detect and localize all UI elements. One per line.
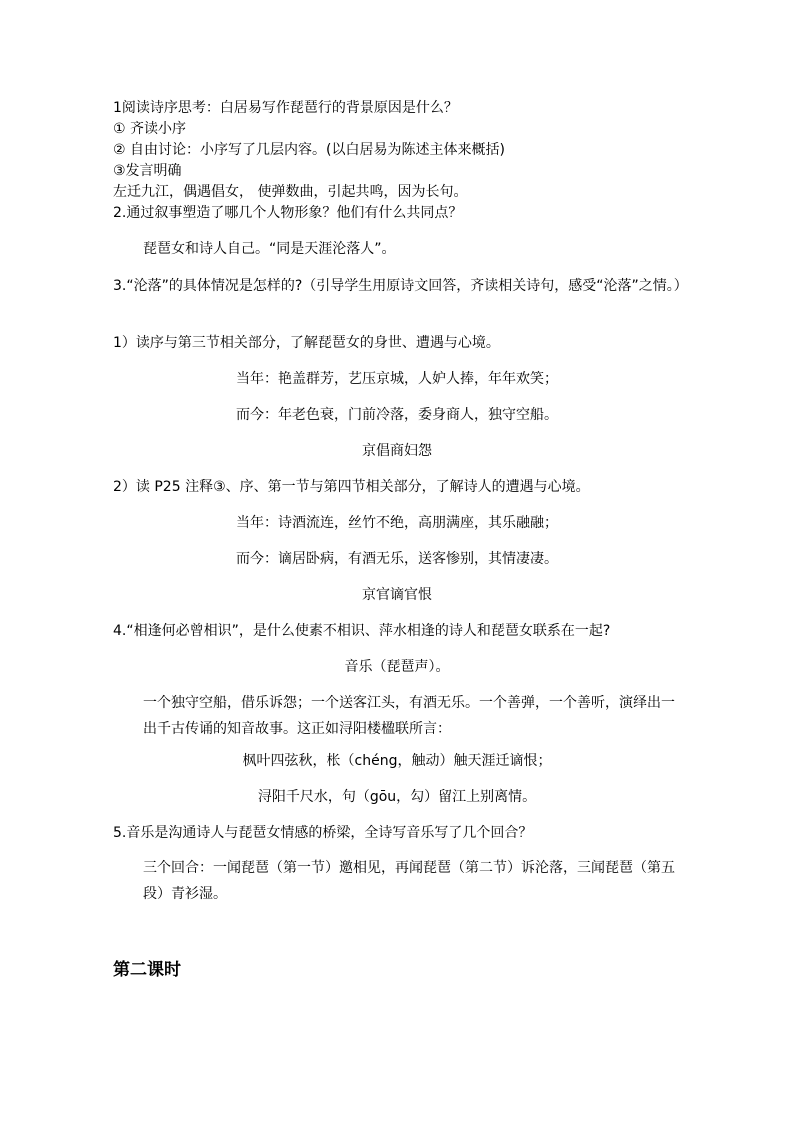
step-1: ① 齐读小序 [113,121,187,137]
question-4: 4.“相逢何必曾相识”，是什么使素不相识、萍水相逢的诗人和琵琶女联系在一起? [113,623,611,639]
paragraph-4: 一个独守空船，借乐诉怨；一个送客江头，有酒无乐。一个善弹，一个善听，演绎出一出千古传诵的知音故事。这正如浔阳楼楹联所言： [143,695,675,737]
question-1: 1阅读诗序思考：白居易写作琵琶行的背景原因是什么？ [113,100,458,116]
question-3-part-2: 2）读 P25 注释③、序、第一节与第四节相关部分，了解诗人的遭遇与心境。 [113,479,590,495]
answer-5: 三个回合：一闻琵琶（第一节）邀相见，再闻琵琶（第二节）诉沦落，三闻琵琶（第五段）青衫湿。 [143,860,675,902]
answer-2: 琵琶女和诗人自己。“同是天涯沦落人”。 [143,241,396,257]
question-5: 5.音乐是沟通诗人与琵琶女情感的桥梁，全诗写音乐写了几个回合？ [113,825,533,841]
poet-now: 而今：谪居卧病，有酒无乐，送客惨别，其情凄凄。 [236,551,558,567]
question-3-part-1: 1）读序与第三节相关部分，了解琵琶女的身世、遭遇与心境。 [113,335,500,351]
section-heading: 第二课时 [113,960,181,980]
pipa-summary: 京倡商妇怨 [362,443,432,459]
question-3: 3.“沦落”的具体情况是怎样的?（引导学生用原诗文回答，齐读相关诗句，感受“沦落”之情。） [113,278,688,294]
poet-then: 当年：诗酒流连，丝竹不绝，高朋满座，其乐融融； [236,515,558,531]
question-2: 2.通过叙事塑造了哪几个人物形象？他们有什么共同点？ [113,205,463,221]
step-3: ③发言明确 [113,163,182,179]
step-2: ② 自由讨论：小序写了几层内容。(以白居易为陈述主体来概括) [113,142,505,158]
couplet-line-1: 枫叶四弦秋，枨（chéng，触动）触天涯迁谪恨； [242,753,552,769]
pipa-now: 而今：年老色衰，门前冷落，委身商人，独守空船。 [236,407,558,423]
answer-4: 音乐（琵琶声）。 [344,659,450,675]
poet-summary: 京官谪官恨 [362,587,432,603]
couplet-line-2: 浔阳千尺水，句（gōu，勾）留江上别离情。 [257,789,537,805]
answer-1: 左迁九江，偶遇倡女， 使弹数曲，引起共鸣，因为长句。 [113,184,468,200]
pipa-then: 当年：艳盖群芳，艺压京城，人妒人捧，年年欢笑； [236,371,558,387]
